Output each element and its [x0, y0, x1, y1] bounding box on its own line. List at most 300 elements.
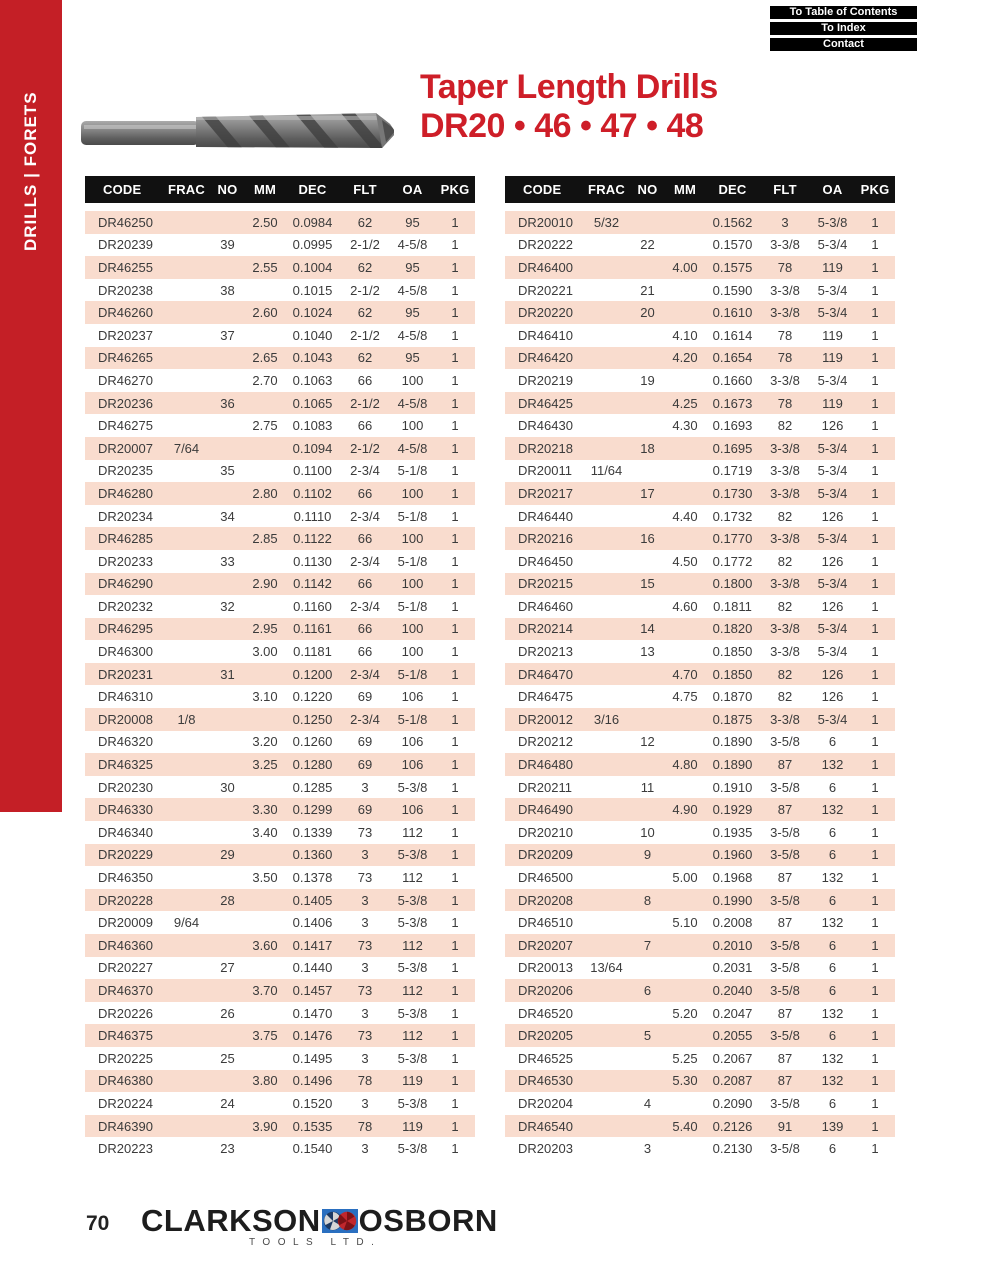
cell-flt: 2-1/2 — [340, 437, 390, 460]
cell-flt: 87 — [760, 1070, 810, 1093]
cell-oa: 132 — [810, 1002, 855, 1025]
cell-frac — [583, 392, 630, 415]
cell-frac — [583, 798, 630, 821]
cell-frac: 3/16 — [583, 708, 630, 731]
cell-oa: 5-1/8 — [390, 505, 435, 528]
cell-flt: 82 — [760, 550, 810, 573]
cell-flt: 78 — [760, 347, 810, 370]
cell-mm: 4.00 — [665, 256, 705, 279]
cell-mm: 4.75 — [665, 685, 705, 708]
cell-oa: 5-3/4 — [810, 527, 855, 550]
cell-flt: 87 — [760, 866, 810, 889]
cell-oa: 119 — [810, 392, 855, 415]
cell-mm — [665, 1137, 705, 1160]
cell-frac: 7/64 — [163, 437, 210, 460]
cell-flt: 3 — [340, 1002, 390, 1025]
table-body — [85, 211, 475, 1160]
cell-oa: 95 — [390, 256, 435, 279]
cell-mm: 5.10 — [665, 911, 705, 934]
cell-no — [210, 211, 245, 234]
cell-dec: 0.1610 — [705, 301, 760, 324]
table-row — [505, 889, 895, 912]
cell-no: 34 — [210, 505, 245, 528]
cell-frac — [583, 1047, 630, 1070]
to-index-button[interactable]: To Index — [770, 22, 917, 35]
cell-frac — [583, 527, 630, 550]
cell-dec: 0.1285 — [285, 776, 340, 799]
cell-oa: 100 — [390, 640, 435, 663]
cell-code: DR46325 — [85, 753, 163, 776]
table-row — [505, 279, 895, 302]
cell-oa: 6 — [810, 934, 855, 957]
cell-no — [210, 934, 245, 957]
cell-mm — [245, 708, 285, 731]
column-header-pkg: PKG — [435, 176, 475, 203]
cell-oa: 6 — [810, 821, 855, 844]
cell-dec: 0.1083 — [285, 414, 340, 437]
cell-oa: 126 — [810, 663, 855, 686]
cell-code: DR20205 — [505, 1024, 583, 1047]
column-header-no: NO — [630, 176, 665, 203]
cell-pkg: 1 — [435, 889, 475, 912]
cell-oa: 5-1/8 — [390, 595, 435, 618]
cell-no: 18 — [630, 437, 665, 460]
cell-frac — [163, 414, 210, 437]
cell-frac — [583, 595, 630, 618]
contact-button[interactable]: Contact — [770, 38, 917, 51]
cell-frac — [163, 595, 210, 618]
cell-mm — [245, 1002, 285, 1025]
table-row — [505, 1092, 895, 1115]
cell-dec: 0.2087 — [705, 1070, 760, 1093]
table-header — [505, 176, 895, 203]
cell-flt: 3-5/8 — [760, 979, 810, 1002]
cell-pkg: 1 — [435, 573, 475, 596]
cell-code: DR46475 — [505, 685, 583, 708]
cell-frac — [163, 934, 210, 957]
cell-code: DR20010 — [505, 211, 583, 234]
cell-dec: 0.1935 — [705, 821, 760, 844]
cell-flt: 2-3/4 — [340, 595, 390, 618]
table-row — [85, 640, 475, 663]
cell-flt: 66 — [340, 640, 390, 663]
table-row — [85, 1115, 475, 1138]
cell-code: DR46330 — [85, 798, 163, 821]
cell-pkg: 1 — [435, 301, 475, 324]
cell-no — [210, 414, 245, 437]
cell-code: DR46425 — [505, 392, 583, 415]
cell-no: 35 — [210, 460, 245, 483]
cell-oa: 139 — [810, 1115, 855, 1138]
table-row — [505, 911, 895, 934]
cell-oa: 100 — [390, 482, 435, 505]
cell-dec: 0.1820 — [705, 618, 760, 641]
cell-no — [210, 1024, 245, 1047]
cell-oa: 5-3/4 — [810, 234, 855, 257]
cell-mm — [665, 527, 705, 550]
cell-code: DR20009 — [85, 911, 163, 934]
cell-flt: 87 — [760, 1002, 810, 1025]
cell-pkg: 1 — [855, 685, 895, 708]
cell-dec: 0.1110 — [285, 505, 340, 528]
table-row — [85, 460, 475, 483]
cell-mm: 3.25 — [245, 753, 285, 776]
cell-oa: 95 — [390, 347, 435, 370]
cell-pkg: 1 — [855, 437, 895, 460]
cell-flt: 82 — [760, 505, 810, 528]
cell-flt: 3-5/8 — [760, 889, 810, 912]
cell-pkg: 1 — [435, 1047, 475, 1070]
table-row — [505, 234, 895, 257]
cell-pkg: 1 — [435, 211, 475, 234]
cell-flt: 66 — [340, 414, 390, 437]
table-row — [85, 708, 475, 731]
table-row — [85, 573, 475, 596]
cell-mm: 2.50 — [245, 211, 285, 234]
cell-no: 12 — [630, 731, 665, 754]
cell-frac — [583, 844, 630, 867]
cell-mm — [245, 550, 285, 573]
cell-dec: 0.1122 — [285, 527, 340, 550]
cell-dec: 0.1406 — [285, 911, 340, 934]
cell-code: DR20235 — [85, 460, 163, 483]
table-row — [505, 640, 895, 663]
cell-flt: 3 — [340, 957, 390, 980]
cell-flt: 82 — [760, 663, 810, 686]
cell-no: 23 — [210, 1137, 245, 1160]
cell-no — [630, 211, 665, 234]
cell-flt: 2-3/4 — [340, 505, 390, 528]
cell-flt: 62 — [340, 347, 390, 370]
brand-clarkson: CLARKSON — [141, 1203, 321, 1238]
cell-frac — [163, 1070, 210, 1093]
cell-frac — [163, 301, 210, 324]
cell-mm — [665, 618, 705, 641]
cell-no: 14 — [630, 618, 665, 641]
table-row — [505, 505, 895, 528]
cell-no — [630, 685, 665, 708]
cell-code: DR20226 — [85, 1002, 163, 1025]
cell-oa: 112 — [390, 1024, 435, 1047]
cell-pkg: 1 — [855, 369, 895, 392]
table-row — [85, 979, 475, 1002]
cell-no — [630, 550, 665, 573]
cell-oa: 5-3/8 — [390, 844, 435, 867]
cell-frac: 5/32 — [583, 211, 630, 234]
table-row — [85, 844, 475, 867]
cell-dec: 0.1280 — [285, 753, 340, 776]
table-row — [85, 414, 475, 437]
cell-dec: 0.1811 — [705, 595, 760, 618]
cell-frac — [583, 911, 630, 934]
cell-flt: 73 — [340, 934, 390, 957]
cell-code: DR46460 — [505, 595, 583, 618]
cell-frac — [583, 324, 630, 347]
cell-code: DR46450 — [505, 550, 583, 573]
cell-pkg: 1 — [435, 392, 475, 415]
cell-dec: 0.1562 — [705, 211, 760, 234]
cell-frac — [583, 934, 630, 957]
table-row — [505, 1002, 895, 1025]
cell-oa: 100 — [390, 573, 435, 596]
cell-frac — [163, 798, 210, 821]
cell-pkg: 1 — [855, 731, 895, 754]
cell-mm: 3.30 — [245, 798, 285, 821]
cell-mm — [665, 776, 705, 799]
cell-dec: 0.1024 — [285, 301, 340, 324]
cell-oa: 100 — [390, 414, 435, 437]
cell-flt: 3 — [760, 211, 810, 234]
column-header-oa: OA — [390, 176, 435, 203]
cell-oa: 112 — [390, 979, 435, 1002]
cell-pkg: 1 — [435, 776, 475, 799]
cell-no — [210, 527, 245, 550]
cell-oa: 119 — [810, 256, 855, 279]
cell-no — [630, 505, 665, 528]
cell-no — [630, 1070, 665, 1093]
cell-flt: 82 — [760, 414, 810, 437]
cell-mm — [245, 889, 285, 912]
cell-pkg: 1 — [855, 776, 895, 799]
cell-frac — [163, 460, 210, 483]
cell-code: DR20234 — [85, 505, 163, 528]
cell-no — [210, 911, 245, 934]
cell-pkg: 1 — [855, 618, 895, 641]
cell-oa: 126 — [810, 550, 855, 573]
cell-no: 21 — [630, 279, 665, 302]
cell-frac — [163, 753, 210, 776]
cell-code: DR20208 — [505, 889, 583, 912]
table-row — [505, 1070, 895, 1093]
cell-dec: 0.1575 — [705, 256, 760, 279]
cell-dec: 0.1102 — [285, 482, 340, 505]
cell-dec: 0.1693 — [705, 414, 760, 437]
cell-oa: 5-1/8 — [390, 708, 435, 731]
cell-code: DR46360 — [85, 934, 163, 957]
cell-dec: 0.1360 — [285, 844, 340, 867]
cell-dec: 0.1614 — [705, 324, 760, 347]
cell-pkg: 1 — [855, 1137, 895, 1160]
cell-no: 24 — [210, 1092, 245, 1115]
cell-pkg: 1 — [435, 957, 475, 980]
page-number: 70 — [86, 1212, 110, 1235]
cell-flt: 3-5/8 — [760, 1092, 810, 1115]
table-row — [85, 821, 475, 844]
cell-no: 7 — [630, 934, 665, 957]
table-row — [505, 776, 895, 799]
cell-dec: 0.1770 — [705, 527, 760, 550]
table-row — [505, 392, 895, 415]
cell-no — [210, 1070, 245, 1093]
cell-flt: 2-1/2 — [340, 279, 390, 302]
cell-no — [630, 1047, 665, 1070]
cell-dec: 0.1800 — [705, 573, 760, 596]
table-row — [505, 821, 895, 844]
cell-dec: 0.2126 — [705, 1115, 760, 1138]
table-row — [85, 234, 475, 257]
cell-flt: 87 — [760, 753, 810, 776]
cell-mm: 4.80 — [665, 753, 705, 776]
table-row — [85, 663, 475, 686]
cell-flt: 78 — [340, 1115, 390, 1138]
cell-no — [630, 460, 665, 483]
cell-oa: 5-3/4 — [810, 279, 855, 302]
cell-mm — [245, 957, 285, 980]
cell-dec: 0.0995 — [285, 234, 340, 257]
cell-mm: 4.90 — [665, 798, 705, 821]
cell-mm — [665, 279, 705, 302]
table-row — [505, 460, 895, 483]
cell-oa: 5-3/4 — [810, 482, 855, 505]
table-row — [505, 347, 895, 370]
cell-mm: 3.80 — [245, 1070, 285, 1093]
cell-mm — [665, 437, 705, 460]
cell-mm — [665, 708, 705, 731]
cell-flt: 3-3/8 — [760, 618, 810, 641]
cell-flt: 2-1/2 — [340, 234, 390, 257]
cell-no: 3 — [630, 1137, 665, 1160]
cell-no — [210, 256, 245, 279]
cell-pkg: 1 — [855, 889, 895, 912]
table-row — [85, 618, 475, 641]
cell-no — [630, 663, 665, 686]
cell-pkg: 1 — [435, 437, 475, 460]
cell-mm — [665, 460, 705, 483]
cell-code: DR46430 — [505, 414, 583, 437]
table-row — [505, 369, 895, 392]
table-row — [505, 844, 895, 867]
cell-code: DR20221 — [505, 279, 583, 302]
table-header — [85, 176, 475, 203]
cell-pkg: 1 — [435, 1002, 475, 1025]
cell-pkg: 1 — [855, 1070, 895, 1093]
cell-frac — [163, 1024, 210, 1047]
cell-flt: 3-3/8 — [760, 279, 810, 302]
table-row — [85, 437, 475, 460]
table-row — [505, 685, 895, 708]
cell-flt: 3-5/8 — [760, 731, 810, 754]
cell-no — [210, 1115, 245, 1138]
cell-pkg: 1 — [435, 685, 475, 708]
cell-pkg: 1 — [855, 595, 895, 618]
cell-pkg: 1 — [855, 708, 895, 731]
table-row — [505, 414, 895, 437]
cell-code: DR20239 — [85, 234, 163, 257]
column-header-no: NO — [210, 176, 245, 203]
cell-oa: 119 — [390, 1070, 435, 1093]
cell-mm: 2.75 — [245, 414, 285, 437]
cell-mm — [665, 1024, 705, 1047]
table-row — [505, 301, 895, 324]
cell-code: DR20229 — [85, 844, 163, 867]
cell-mm — [665, 821, 705, 844]
cell-no — [210, 618, 245, 641]
cell-dec: 0.1929 — [705, 798, 760, 821]
cell-flt: 82 — [760, 685, 810, 708]
cell-frac — [583, 731, 630, 754]
cell-frac: 1/8 — [163, 708, 210, 731]
column-header-frac: FRAC — [163, 176, 210, 203]
cell-mm — [665, 301, 705, 324]
cell-frac — [583, 234, 630, 257]
table-row — [505, 979, 895, 1002]
cell-mm: 3.50 — [245, 866, 285, 889]
cell-oa: 4-5/8 — [390, 279, 435, 302]
cell-oa: 6 — [810, 731, 855, 754]
table-row — [505, 550, 895, 573]
cell-dec: 0.1875 — [705, 708, 760, 731]
cell-no — [630, 414, 665, 437]
table-row — [505, 1047, 895, 1070]
table-row — [505, 663, 895, 686]
cell-code: DR20219 — [505, 369, 583, 392]
cell-mm — [665, 482, 705, 505]
cell-frac — [583, 256, 630, 279]
cell-code: DR20207 — [505, 934, 583, 957]
cell-mm: 4.30 — [665, 414, 705, 437]
cell-no: 37 — [210, 324, 245, 347]
cell-oa: 95 — [390, 301, 435, 324]
table-row — [505, 798, 895, 821]
cell-mm — [245, 234, 285, 257]
cell-code: DR20224 — [85, 1092, 163, 1115]
cell-dec: 0.1850 — [705, 663, 760, 686]
cell-oa: 126 — [810, 505, 855, 528]
pinwheel-emblem-icon — [322, 1209, 358, 1233]
cell-no: 19 — [630, 369, 665, 392]
cell-no — [630, 256, 665, 279]
cell-flt: 3-5/8 — [760, 934, 810, 957]
cell-no — [210, 301, 245, 324]
cell-frac — [583, 482, 630, 505]
table-row — [85, 753, 475, 776]
cell-mm — [245, 505, 285, 528]
cell-pkg: 1 — [435, 256, 475, 279]
cell-dec: 0.1890 — [705, 753, 760, 776]
cell-pkg: 1 — [435, 663, 475, 686]
cell-dec: 0.1181 — [285, 640, 340, 663]
cell-flt: 3-3/8 — [760, 301, 810, 324]
cell-flt: 66 — [340, 482, 390, 505]
table-row — [505, 1115, 895, 1138]
cell-pkg: 1 — [855, 482, 895, 505]
cell-pkg: 1 — [855, 753, 895, 776]
cell-oa: 106 — [390, 753, 435, 776]
cell-code: DR46470 — [505, 663, 583, 686]
cell-no: 31 — [210, 663, 245, 686]
table-row — [85, 685, 475, 708]
cell-frac — [163, 1092, 210, 1115]
cell-no: 38 — [210, 279, 245, 302]
cell-no — [630, 753, 665, 776]
cell-frac — [163, 211, 210, 234]
cell-frac — [583, 347, 630, 370]
cell-flt: 78 — [760, 324, 810, 347]
to-table-of-contents-button[interactable]: To Table of Contents — [770, 6, 917, 19]
cell-code: DR46510 — [505, 911, 583, 934]
brand-subtitle: TOOLS LTD. — [249, 1237, 382, 1248]
cell-flt: 3-5/8 — [760, 1137, 810, 1160]
cell-no: 28 — [210, 889, 245, 912]
table-row — [85, 957, 475, 980]
cell-oa: 100 — [390, 527, 435, 550]
cell-oa: 6 — [810, 844, 855, 867]
cell-oa: 132 — [810, 1047, 855, 1070]
cell-oa: 6 — [810, 979, 855, 1002]
cell-no: 33 — [210, 550, 245, 573]
cell-mm: 3.75 — [245, 1024, 285, 1047]
cell-frac — [163, 550, 210, 573]
